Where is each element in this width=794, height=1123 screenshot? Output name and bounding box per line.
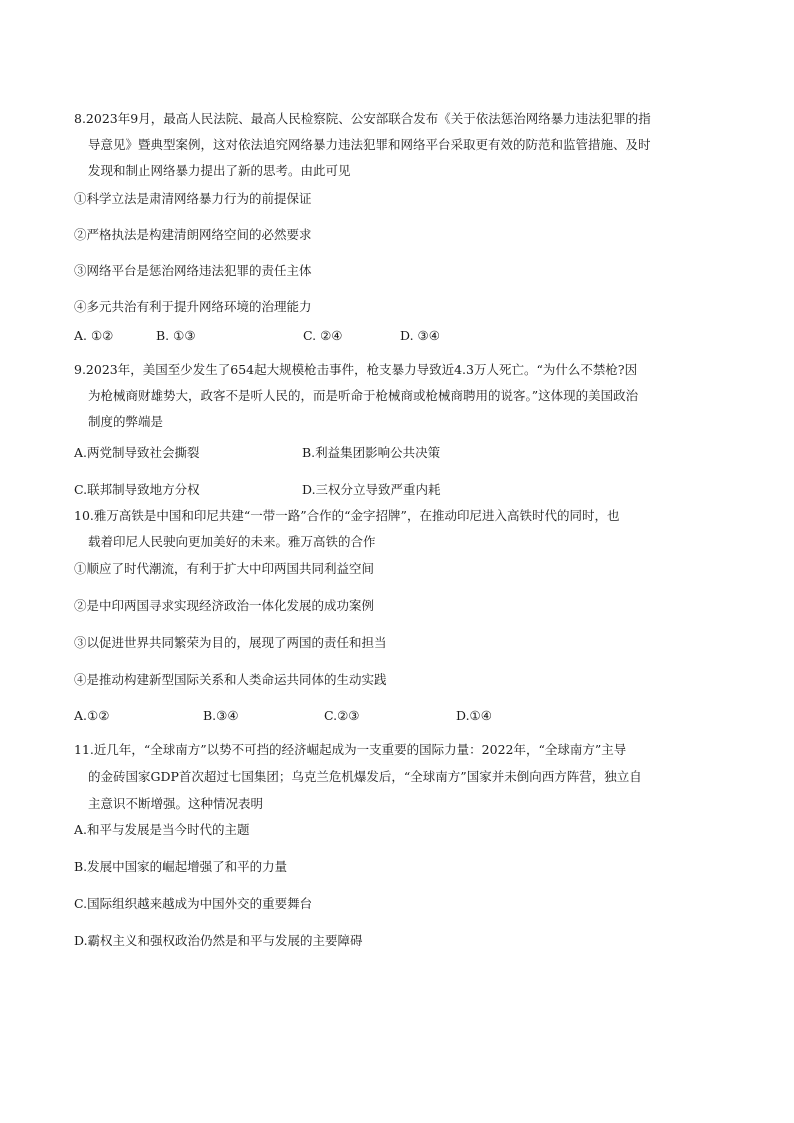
question-9-option-d: D.三权分立导致严重内耗 xyxy=(302,482,441,497)
question-11-option-a: A.和平与发展是当今时代的主题 xyxy=(74,822,250,837)
question-8-item-1: ①科学立法是肃清网络暴力行为的前提保证 xyxy=(74,191,312,206)
question-10-item-3: ③以促进世界共同繁荣为目的，展现了两国的责任和担当 xyxy=(74,635,387,650)
question-8-option-c: C. ②④ xyxy=(303,328,343,343)
question-9-option-b: B.利益集团影响公共决策 xyxy=(302,445,441,460)
question-8-item-4: ④多元共治有利于提升网络环境的治理能力 xyxy=(74,299,312,314)
question-8-option-b: B. ①③ xyxy=(156,328,196,343)
question-11-stem-line-3: 主意识不断增强。这种情况表明 xyxy=(88,796,264,811)
question-8-item-3: ③网络平台是惩治网络违法犯罪的责任主体 xyxy=(74,263,312,278)
question-10-stem-line-2: 载着印尼人民驶向更加美好的未来。雅万高铁的合作 xyxy=(88,534,376,549)
question-8-stem-line-3: 发现和制止网络暴力提出了新的思考。由此可见 xyxy=(88,163,351,178)
question-8-stem-line-1: 8.2023年9月，最高人民法院、最高人民检察院、公安部联合发布《关于依法惩治网络暴力违法犯罪的指 xyxy=(74,111,651,126)
question-8-stem-line-2: 导意见》暨典型案例，这对依法追究网络暴力违法犯罪和网络平台采取更有效的防范和监管措施、及时 xyxy=(88,137,651,152)
question-11-option-c: C.国际组织越来越成为中国外交的重要舞台 xyxy=(74,896,313,911)
question-9-stem-line-2: 为枪械商财雄势大，政客不是听人民的，而是听命于枪械商或枪械商聘用的说客。”这体现的美国政治 xyxy=(88,388,639,403)
question-11-stem-line-1: 11.近几年，“全球南方”以势不可挡的经济崛起成为一支重要的国际力量：2022年，“全球南方”主导 xyxy=(74,742,627,757)
question-10-option-d: D.①④ xyxy=(456,708,492,723)
question-8-item-2: ②严格执法是构建清朗网络空间的必然要求 xyxy=(74,227,312,242)
question-10-option-b: B.③④ xyxy=(203,708,239,723)
question-8-option-d: D. ③④ xyxy=(400,328,440,343)
question-10-item-2: ②是中印两国寻求实现经济政治一体化发展的成功案例 xyxy=(74,598,375,613)
question-11-option-b: B.发展中国家的崛起增强了和平的力量 xyxy=(74,859,288,874)
question-9-option-a: A.两党制导致社会撕裂 xyxy=(74,445,200,460)
question-10-option-c: C.②③ xyxy=(324,708,360,723)
question-8-option-a: A. ①② xyxy=(74,328,114,343)
question-11-option-d: D.霸权主义和强权政治仍然是和平与发展的主要障碍 xyxy=(74,933,363,948)
question-10-option-a: A.①② xyxy=(74,708,110,723)
question-9-option-c: C.联邦制导致地方分权 xyxy=(74,482,200,497)
question-9-stem-line-3: 制度的弊端是 xyxy=(88,414,164,429)
question-9-stem-line-1: 9.2023年，美国至少发生了654起大规模枪击事件，枪支暴力导致近4.3万人死亡。“为什么不禁枪?因 xyxy=(74,362,638,377)
question-11-stem-line-2: 的金砖国家GDP首次超过七国集团；乌克兰危机爆发后，“全球南方”国家并未倒向西方阵营，独立自 xyxy=(88,769,642,784)
question-10-stem-line-1: 10.雅万高铁是中国和印尼共建“一带一路”合作的“金字招牌”，在推动印尼进入高铁时代的同时，也 xyxy=(74,508,620,523)
question-10-item-1: ①顺应了时代潮流，有利于扩大中印两国共同利益空间 xyxy=(74,561,375,576)
question-10-item-4: ④是推动构建新型国际关系和人类命运共同体的生动实践 xyxy=(74,672,387,687)
